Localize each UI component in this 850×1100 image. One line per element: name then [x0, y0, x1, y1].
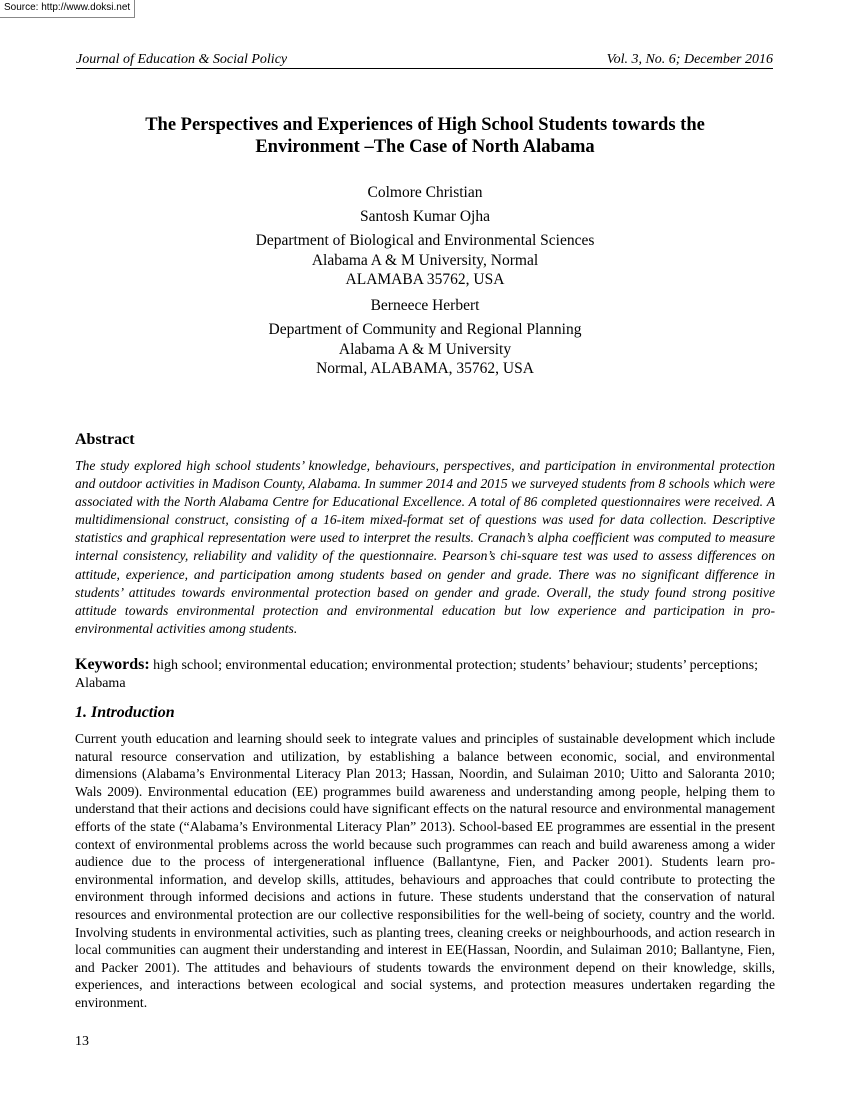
affiliation-block — [150, 320, 700, 379]
affiliation-line: Department of Community and Regional Planning — [268, 321, 582, 338]
affiliation-line: ALAMABA 35762, USA — [345, 271, 505, 288]
running-header — [76, 51, 773, 69]
journal-name: Journal of Education & Social Policy — [76, 52, 288, 67]
introduction-heading: 1. Introduction — [75, 704, 175, 721]
affiliation-line: Alabama A & M University — [338, 340, 512, 358]
page-number: 13 — [75, 1034, 89, 1049]
keywords — [75, 656, 775, 693]
affiliation-line: Normal, ALABAMA, 35762, USA — [316, 360, 534, 377]
keywords-text: high school; environmental education; environmental protection; students’ behaviour; students’ perceptions; Alabama — [75, 658, 758, 691]
affiliation-line: Alabama A & M University, Normal — [311, 251, 539, 269]
keywords-label: Keywords: — [75, 656, 150, 673]
affiliation-block — [150, 231, 700, 290]
volume-info: Vol. 3, No. 6; December 2016 — [606, 52, 773, 67]
author-name: Santosh Kumar Ojha — [359, 208, 490, 225]
abstract-text: The study explored high school students’ knowledge, behaviours, perspectives, and participation in environmental protection and outdoor activities in Madison County, Alabama. In summer 2014 and 2015 we surveyed students from 8 schools which were associated with the North Alabama Centre for Educational Excellence. A total of 86 completed questionnaires were received. A multidimensional construct, consisting of a 16-item mixed-format set of questions was used for data collection. Descriptive statistics and graphical representation were used to interpret the results. Cranach’s alpha coefficient was computed to measure internal consistency, reliability and validity of the questionnaire. Pearson’s chi-square test was used to assess differences on attitude, experience, and participation among students based on gender and grade. There was no significant difference in students’ attitudes towards environmental protection based on gender and grade. Overall, the study found strong positive attitude towards environmental protection and environmental education but low experience and participation in pro-environmental activities among students. — [75, 458, 775, 636]
abstract-heading: Abstract — [75, 431, 135, 448]
author-name: Colmore Christian — [367, 184, 483, 201]
author-name: Berneece Herbert — [370, 297, 480, 314]
affiliation-line: Department of Biological and Environmental Sciences — [255, 232, 595, 249]
introduction-text: Current youth education and learning should seek to integrate values and principles of sustainable development which include natural resource conservation and utilization, by establishing a balance between economic, social, and environmental dimensions (Alabama’s Environmental Literacy Plan 2013; Hassan, Noordin, and Sulaiman 2010; Uitto and Saloranta 2010; Wals 2009). Environmental education (EE) programmes build awareness and understanding among people, helping them to understand that their actions and decisions could have significant effects on the natural resource and environmental management efforts of the state (“Alabama’s Environmental Literacy Plan” 2013). School-based EE programmes are essential in the present context of environmental problems across the world because such programmes can reach and build awareness among a wider audience due to the process of intergenerational influence (Ballantyne, Fien, and Packer 2001). Students learn pro-environmental information, and develop skills, attitudes, behaviours and approaches that could contribute to protecting the environment through informed decisions and actions in future. These students understand that the conservation of natural resources and environmental protection are our collective responsibilities for the well-being of society, country and the world. Involving students in environmental activities, such as planting trees, cleaning creeks or neighbourhoods, and action research in local communities can augment their understanding and interest in EE(Hassan, Noordin, and Sulaiman 2010; Ballantyne, Fien, and Packer 2001). The attitudes and behaviours of students towards the environment depend on their knowledge, skills, experiences, and interactions between ecological and social systems, and protection measures undertaken regarding the environment. — [75, 731, 775, 1010]
source-label: Source: http://www.doksi.net — [0, 0, 135, 18]
paper-title: The Perspectives and Experiences of High School Students towards the Environment –The Case of North Alabama — [145, 115, 705, 157]
